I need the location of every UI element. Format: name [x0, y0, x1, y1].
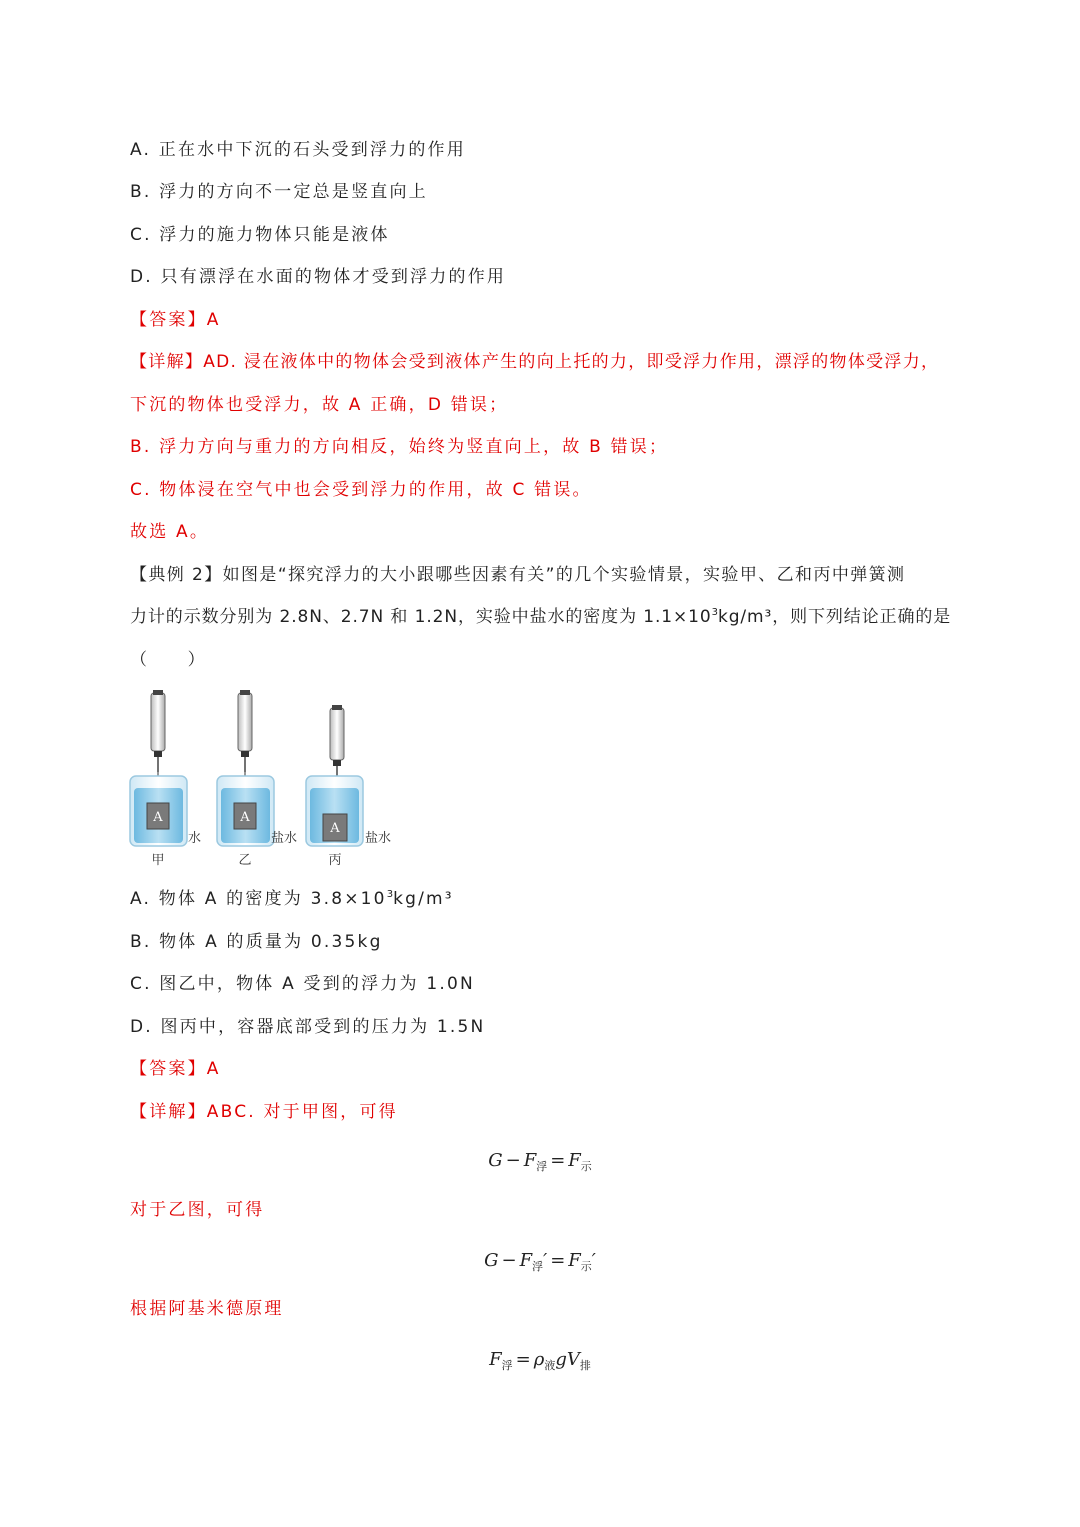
q2-stem-line3: （ ）: [130, 650, 207, 670]
q2-option-a-exponent: 3: [386, 889, 394, 900]
block-label-yi: A: [240, 810, 250, 825]
beaker-label-jia: 甲: [151, 853, 165, 868]
q2-stem-exponent: 3: [711, 607, 718, 618]
formula-2: $G - F_浮' = F_示'$: [484, 1250, 596, 1273]
q2-option-d: D. 图丙中，容器底部受到的压力为 1.5N: [130, 1017, 486, 1037]
q1-option-b: B. 浮力的方向不一定总是竖直向上: [130, 182, 428, 202]
block-label-bing: A: [330, 821, 340, 836]
spring-scale-icon: [151, 693, 165, 751]
q2-answer: 【答案】A: [130, 1059, 221, 1079]
spring-scale-icon: [238, 693, 252, 751]
q1-option-d: D. 只有漂浮在水面的物体才受到浮力的作用: [130, 267, 507, 287]
formula-1: $G - F_浮 = F_示$: [488, 1150, 592, 1173]
experiment-figure: [125, 690, 405, 870]
q2-text-yi: 对于乙图，可得: [130, 1200, 265, 1220]
q1-option-a: A. 正在水中下沉的石头受到浮力的作用: [130, 140, 466, 160]
spring-scale-icon: [330, 708, 344, 760]
beaker-jia: [130, 690, 201, 868]
beaker-bing: [306, 705, 391, 868]
q2-option-b: B. 物体 A 的质量为 0.35kg: [130, 932, 383, 952]
beaker-yi: [217, 690, 297, 868]
block-label-jia: A: [153, 810, 163, 825]
q2-option-a-part1: A. 物体 A 的密度为 3.8×10: [130, 889, 387, 909]
q2-stem-line2-part2: kg/m³，则下列结论正确的是: [717, 607, 952, 627]
liquid-label-yi: 盐水: [271, 831, 298, 846]
q2-option-c: C. 图乙中，物体 A 受到的浮力为 1.0N: [130, 974, 475, 994]
q1-detail-b: B. 浮力方向与重力的方向相反，始终为竖直向上，故 B 错误；: [130, 437, 669, 457]
formula-3: $F_浮 = \rho_液gV_排$: [489, 1349, 591, 1372]
beaker-label-yi: 乙: [238, 853, 252, 868]
q2-option-a-part2: kg/m³: [393, 889, 454, 909]
liquid-label-jia: 水: [188, 831, 202, 846]
q1-answer: 【答案】A: [130, 310, 221, 330]
q1-option-c: C. 浮力的施力物体只能是液体: [130, 225, 390, 245]
q1-detail-c: C. 物体浸在空气中也会受到浮力的作用，故 C 错误。: [130, 480, 592, 500]
q2-stem-line1: 【典例 2】如图是“探究浮力的大小跟哪些因素有关”的几个实验情景，实验甲、乙和丙中弹簧测: [130, 565, 906, 585]
beaker-label-bing: 丙: [328, 853, 342, 868]
q2-stem-line2: [130, 606, 951, 628]
q1-detail-line1: 【详解】AD. 浸在液体中的物体会受到液体产生的向上托的力，即受浮力作用，漂浮的物体受浮力，: [130, 352, 940, 372]
q1-detail-line2: 下沉的物体也受浮力，故 A 正确，D 错误；: [130, 395, 509, 415]
q2-option-a: [130, 888, 454, 910]
liquid-label-bing: 盐水: [365, 831, 392, 846]
q2-stem-line2-part1: 力计的示数分别为 2.8N、2.7N 和 1.2N，实验中盐水的密度为 1.1×10: [130, 607, 712, 627]
q2-detail: 【详解】ABC. 对于甲图，可得: [130, 1102, 398, 1122]
q1-conclusion: 故选 A。: [130, 522, 210, 542]
q2-text-archimedes: 根据阿基米德原理: [130, 1299, 284, 1319]
